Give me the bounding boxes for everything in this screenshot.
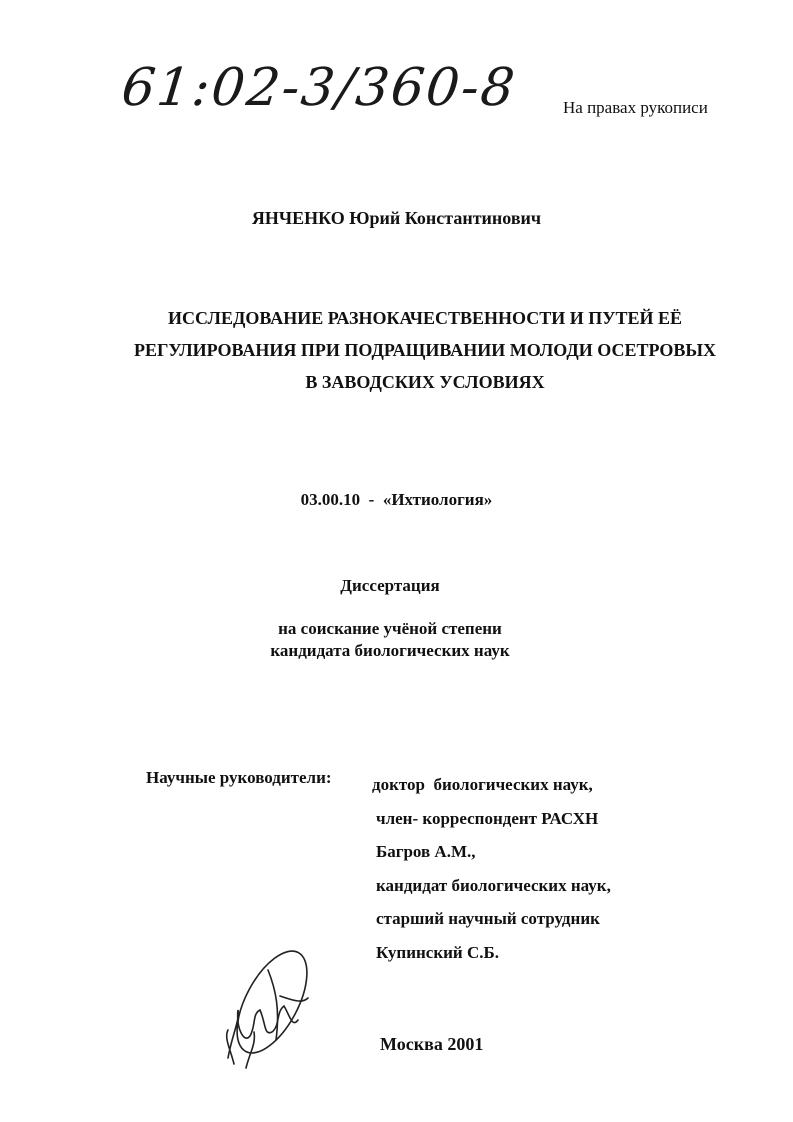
supervisor-line: Багров А.М., (376, 842, 476, 861)
place-and-year: Москва 2001 (380, 1034, 484, 1054)
degree-line-2: кандидата биологических наук (270, 641, 510, 660)
author-name: ЯНЧЕНКО Юрий Константинович (251, 208, 542, 228)
handwritten-signature (210, 940, 320, 1080)
document-type: Диссертация (340, 576, 440, 595)
title-line-1: ИССЛЕДОВАНИЕ РАЗНОКАЧЕСТВЕННОСТИ И ПУТЕЙ ЕЁ (168, 308, 682, 328)
supervisor-line: член- корреспондент РАСХН (376, 808, 599, 828)
specialty-code: 03.00.10 - «Ихтиология» (300, 490, 493, 509)
rights-note: На правах рукописи (563, 98, 708, 117)
supervisors-list (372, 768, 611, 969)
supervisor-line: Купинский С.Б. (376, 942, 499, 962)
supervisor-line: кандидат биологических наук, (376, 875, 611, 895)
degree-statement (0, 618, 780, 662)
title-line-2: РЕГУЛИРОВАНИЯ ПРИ ПОДРАЩИВАНИИ МОЛОДИ ОСЕТРОВЫХ (133, 340, 717, 360)
supervisors-label: Научные руководители: (146, 768, 332, 787)
title-line-3: В ЗАВОДСКИХ УСЛОВИЯХ (305, 372, 545, 392)
dissertation-title (80, 302, 770, 398)
degree-line-1: на соискание учёной степени (278, 619, 502, 638)
supervisor-line: доктор биологических наук, (372, 775, 593, 794)
handwritten-archive-code: 61:02-3/360-8 (118, 58, 520, 118)
supervisor-line: старший научный сотрудник (376, 909, 600, 928)
